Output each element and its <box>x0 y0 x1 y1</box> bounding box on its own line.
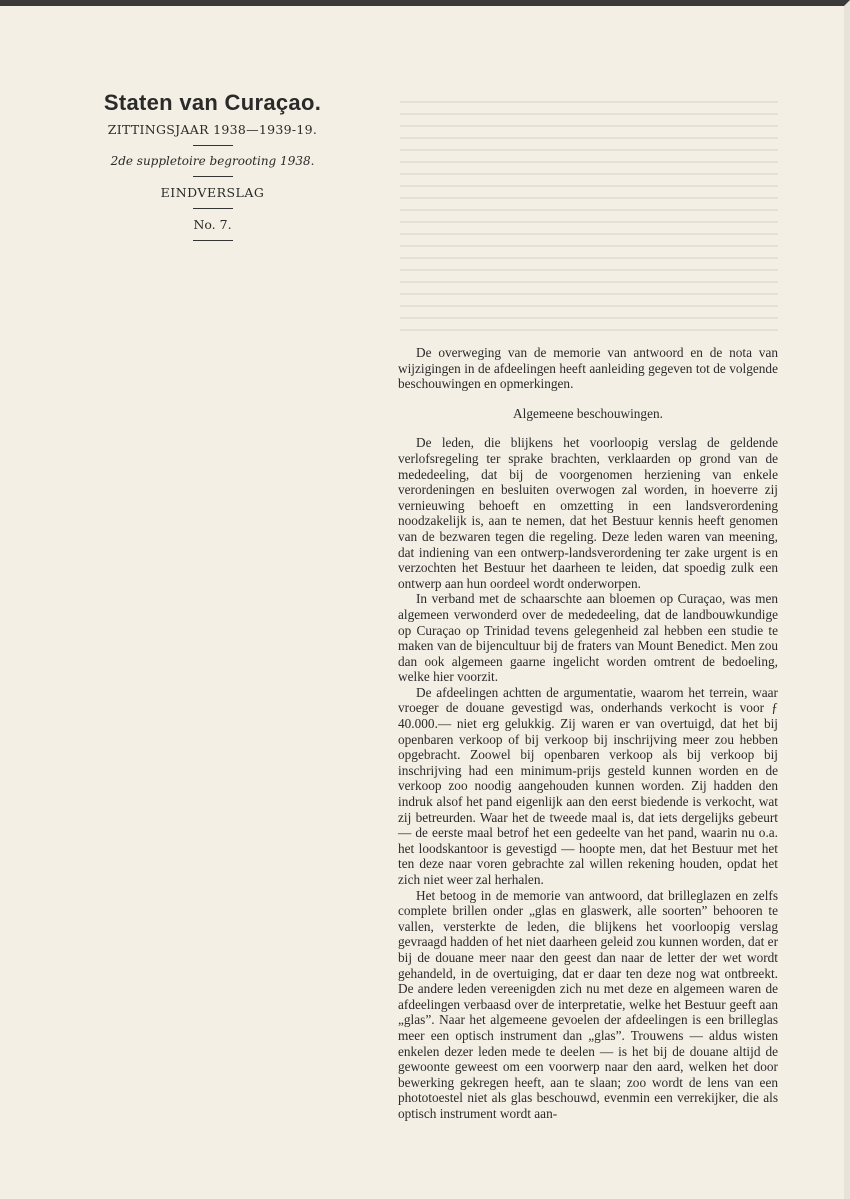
subtitle: 2de suppletoire begrooting 1938. <box>110 154 315 168</box>
intro-paragraph: De overweging van de memorie van antwoord en de nota van wijzigingen in de afdeelingen heeft aanleiding gegeven tot de volgende beschouwingen en opmerkingen. <box>398 345 778 392</box>
document-body <box>398 345 778 1122</box>
document-title: Staten van Curaçao. <box>103 90 322 115</box>
paragraph: Het betoog in de memorie van antwoord, dat brilleglazen en zelfs complete brillen onder „glas en glaswerk, alle soorten” behooren te vallen, versterkte de leden, die blijkens het voorloopig verslag gevraagd hadden of het niet daarheen geleid zou kunnen worden, dat er bij de douane meer naar den geest dan naar de letter der wet wordt gehandeld, in de overtuiging, dat er daar ten deze nog wat ontbreekt. De andere leden vereenigden zich nu met deze en algemeen waren de afdeelingen verbaasd over de interpretatie, welke het Bestuur geeft aan „glas”. Naar het algemeene gevoelen der afdeelingen is een brilleglas meer een optisch instrument dan „glas”. Trouwens — aldus wisten enkelen dezer leden mede te deelen — is het bij de douane altijd de gewoonte geweest om een voorwerp naar den aard, welken het door bewerking gekregen heeft, aan te slaan; zoo wordt de lens van een phototoestel niet als glas beschouwd, evenmin een verrekijker, die als optisch instrument wordt aan- <box>398 887 778 1121</box>
bleed-through-text <box>400 101 778 351</box>
divider <box>193 240 233 241</box>
paragraph: De leden, die blijkens het voorloopig verslag de geldende verlofsregeling ter sprake brachten, verklaarden op grond van de mededeeling, dat bij de voorgenomen herziening van enkele verordeningen en besluiten overwogen zal worden, in hoeverre zij vernieuwing behoeft en omzetting in een landsverordening noodzakelijk is, aan te nemen, dat het Bestuur kennis heeft genomen van de bezwaren tegen die regeling. Deze leden waren van meening, dat indiening van een ontwerp-landsverordening ter zake urgent is en verzochten het Bestuur het daarheen te leiden, dat spoedig zulk een ontwerp aan hun oordeel wordt onderworpen. <box>398 435 778 591</box>
session-line: ZITTINGSJAAR 1938—1939-19. <box>107 122 318 137</box>
report-type: EINDVERSLAG <box>160 185 265 200</box>
divider <box>193 208 233 209</box>
document-number: No. 7. <box>193 217 232 232</box>
divider <box>193 145 233 146</box>
document-header <box>80 90 345 249</box>
paragraph: De afdeelingen achtten de argumentatie, waarom het terrein, waar vroeger de douane gevestigd was, onderhands verkocht is voor ƒ 40.000.— niet erg gelukkig. Zij waren er van overtuigd, dat het bij openbaren verkoop of bij verkoop bij inschrijving meer zou hebben opgebracht. Zoowel bij openbaren verkoop als bij verkoop bij inschrijving had een minimum-prijs gesteld kunnen worden en de verkoop zoo noodig aangehouden kunnen worden. Zij hadden den indruk alsof het pand eigenlijk aan den eerst biedende is verkocht, wat zij betreurden. Waar het de tweede maal is, dat iets dergelijks gebeurt — de eerste maal betrof het een gedeelte van het pand, waarin nu o.a. het loodskantoor is gevestigd — hoopte men, dat het Bestuur met het ten deze naar voren gebrachte zal willen rekening houden, opdat het zich niet weer zal herhalen. <box>398 684 778 887</box>
paragraph: In verband met de schaarschte aan bloemen op Curaçao, was men algemeen verwonderd over de mededeeling, dat de landbouwkundige op Curaçao op Trinidad tevens gelegenheid zal hebben een studie te maken van de bijencultuur bij de fraters van Mount Benedict. Men zou dan ook algemeen gaarne ingelicht worden omtrent de bedoeling, welke hier voorzit. <box>398 591 778 685</box>
divider <box>193 176 233 177</box>
section-heading: Algemeene beschouwingen. <box>513 405 663 421</box>
